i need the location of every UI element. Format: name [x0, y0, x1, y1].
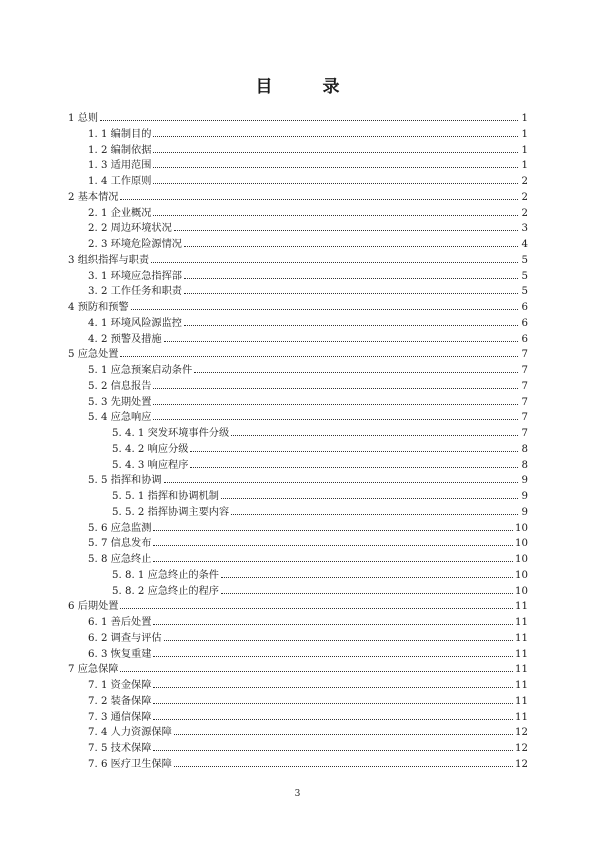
- toc-leader-dots: [153, 136, 518, 137]
- toc-entry[interactable]: [68, 300, 528, 316]
- toc-entry[interactable]: [68, 127, 528, 143]
- toc-entry[interactable]: [68, 725, 528, 741]
- toc-entry[interactable]: [68, 631, 528, 647]
- toc-entry[interactable]: [68, 253, 528, 269]
- toc-entry[interactable]: [68, 647, 528, 663]
- toc-entry-page-number: 11: [515, 601, 528, 613]
- toc-leader-dots: [120, 356, 518, 357]
- toc-entry-page-number: 11: [515, 632, 528, 644]
- toc-leader-dots: [164, 640, 513, 641]
- toc-entry-label: 1. 4 工作原则: [88, 176, 152, 187]
- toc-entry[interactable]: [68, 710, 528, 726]
- toc-entry-page-number: 2: [521, 207, 528, 219]
- toc-entry-label: 3 组织指挥与职责: [68, 254, 150, 266]
- page-title: 目 录: [255, 77, 362, 97]
- toc-entry-label: 5. 8 应急终止: [88, 554, 152, 565]
- toc-entry-label: 5. 4. 2 响应分级: [112, 443, 189, 455]
- toc-leader-dots: [153, 530, 513, 531]
- toc-entry[interactable]: [68, 410, 528, 426]
- toc-leader-dots: [174, 734, 513, 735]
- toc-entry[interactable]: [68, 615, 528, 631]
- toc-leader-dots: [184, 278, 518, 279]
- toc-entry-page-number: 12: [515, 727, 528, 739]
- toc-entry[interactable]: [68, 158, 528, 174]
- toc-entry-label: 5. 7 信息发布: [88, 538, 152, 550]
- toc-entry-page-number: 4: [521, 239, 528, 250]
- toc-entry-page-number: 2: [521, 191, 528, 203]
- toc-leader-dots: [190, 467, 518, 468]
- toc-entry[interactable]: [68, 552, 528, 568]
- toc-leader-dots: [153, 215, 518, 216]
- toc-entry-page-number: 7: [521, 380, 528, 392]
- toc-leader-dots: [164, 482, 518, 483]
- toc-entry-label: 7. 6 医疗卫生保障: [88, 758, 172, 770]
- toc-entry[interactable]: [68, 111, 528, 127]
- toc-leader-dots: [194, 372, 518, 373]
- toc-entry-label: 5. 4. 1 突发环境事件分级: [112, 428, 230, 439]
- toc-entry-page-number: 8: [521, 459, 528, 471]
- toc-entry-label: 4. 1 环境风险源监控: [88, 317, 182, 329]
- toc-leader-dots: [221, 577, 513, 578]
- toc-entry[interactable]: [68, 568, 528, 584]
- toc-entry[interactable]: [68, 221, 528, 237]
- toc-leader-dots: [153, 419, 518, 420]
- toc-leader-dots: [153, 719, 513, 720]
- toc-entry-label: 5. 5. 2 指挥协调主要内容: [112, 506, 230, 518]
- toc-leader-dots: [153, 703, 513, 704]
- toc-entry[interactable]: [68, 757, 528, 773]
- toc-leader-dots: [221, 498, 518, 499]
- toc-entry-label: 5. 4 应急响应: [88, 412, 152, 424]
- toc-entry-page-number: 10: [515, 569, 528, 581]
- toc-entry-label: 1. 3 适用范围: [88, 160, 152, 172]
- toc-leader-dots: [120, 671, 513, 672]
- toc-entry[interactable]: [68, 284, 528, 300]
- toc-entry[interactable]: [68, 536, 528, 552]
- toc-leader-dots: [153, 624, 513, 625]
- toc-entry-label: 2. 3 环境危险源情况: [88, 239, 182, 250]
- toc-entry[interactable]: [68, 426, 528, 442]
- toc-entry-label: 5. 4. 3 响应程序: [112, 459, 189, 471]
- toc-leader-dots: [231, 435, 518, 436]
- toc-entry-page-number: 6: [521, 333, 528, 345]
- toc-entry-page-number: 9: [521, 506, 528, 518]
- toc-leader-dots: [153, 404, 518, 405]
- toc-entry-label: 1. 1 编制目的: [88, 128, 152, 140]
- toc-entry-label: 5. 5 指挥和协调: [88, 475, 162, 487]
- toc-leader-dots: [184, 325, 518, 326]
- toc-entry[interactable]: [68, 694, 528, 710]
- toc-entry-label: 6. 1 善后处置: [88, 617, 152, 628]
- toc-entry-page-number: 6: [521, 302, 528, 313]
- toc-entry-page-number: 1: [521, 160, 528, 172]
- toc-entry-page-number: 12: [515, 743, 528, 754]
- toc-entry-page-number: 2: [521, 176, 528, 187]
- toc-entry[interactable]: [68, 379, 528, 395]
- toc-entry-page-number: 7: [521, 396, 528, 408]
- toc-entry-page-number: 3: [521, 223, 528, 235]
- toc-entry-label: 1 总则: [68, 113, 99, 124]
- toc-entry-label: 7 应急保障: [68, 664, 119, 676]
- toc-entry[interactable]: [68, 473, 528, 489]
- toc-leader-dots: [190, 451, 518, 452]
- toc-entry-label: 5. 5. 1 指挥和协调机制: [112, 491, 219, 502]
- toc-leader-dots: [153, 687, 513, 688]
- toc-entry[interactable]: [68, 599, 528, 615]
- toc-entry-page-number: 5: [521, 286, 528, 298]
- toc-entry[interactable]: [68, 505, 528, 521]
- toc-entry-page-number: 9: [521, 475, 528, 487]
- toc-leader-dots: [174, 230, 518, 231]
- toc-entry-label: 5. 8. 2 应急终止的程序: [112, 585, 219, 597]
- toc-leader-dots: [184, 246, 518, 247]
- toc-entry-page-number: 11: [515, 680, 528, 691]
- toc-entry-page-number: 5: [521, 270, 528, 282]
- toc-entry-page-number: 10: [515, 585, 528, 597]
- toc-entry-page-number: 5: [521, 254, 528, 266]
- toc-entry[interactable]: [68, 395, 528, 411]
- toc-leader-dots: [153, 561, 513, 562]
- toc-entry-label: 6. 3 恢复重建: [88, 648, 152, 660]
- toc-entry-label: 5. 6 应急监测: [88, 522, 152, 534]
- toc-entry-page-number: 7: [521, 365, 528, 376]
- toc-entry[interactable]: [68, 363, 528, 379]
- toc-entry-label: 5. 3 先期处置: [88, 396, 152, 408]
- toc-entry-label: 5 应急处置: [68, 349, 119, 361]
- toc-leader-dots: [120, 199, 518, 200]
- toc-entry-page-number: 7: [521, 428, 528, 439]
- toc-entry-label: 2. 1 企业概况: [88, 207, 152, 219]
- toc-leader-dots: [151, 262, 518, 263]
- toc-entry[interactable]: [68, 678, 528, 694]
- toc-entry-label: 7. 1 资金保障: [88, 680, 152, 691]
- toc-entry-page-number: 11: [515, 617, 528, 628]
- toc-leader-dots: [120, 608, 513, 609]
- toc-leader-dots: [184, 293, 518, 294]
- toc-entry[interactable]: [68, 489, 528, 505]
- toc-entry[interactable]: [68, 458, 528, 474]
- toc-entry[interactable]: [68, 741, 528, 757]
- toc-leader-dots: [174, 766, 513, 767]
- toc-entry-label: 7. 4 人力资源保障: [88, 727, 172, 739]
- toc-entry-label: 5. 2 信息报告: [88, 380, 152, 392]
- toc-entry-page-number: 1: [521, 128, 528, 140]
- table-of-contents: [68, 111, 528, 773]
- toc-entry[interactable]: [68, 332, 528, 348]
- toc-entry-label: 5. 8. 1 应急终止的条件: [112, 569, 219, 581]
- toc-entry[interactable]: [68, 521, 528, 537]
- toc-entry-label: 6. 2 调查与评估: [88, 632, 162, 644]
- toc-leader-dots: [153, 545, 513, 546]
- toc-entry[interactable]: [68, 442, 528, 458]
- toc-leader-dots: [164, 341, 518, 342]
- toc-entry-label: 7. 3 通信保障: [88, 711, 152, 723]
- toc-entry-page-number: 10: [515, 522, 528, 534]
- toc-leader-dots: [231, 514, 518, 515]
- toc-entry[interactable]: [68, 269, 528, 285]
- toc-entry-label: 7. 5 技术保障: [88, 743, 152, 754]
- toc-entry-page-number: 7: [521, 349, 528, 361]
- toc-entry-page-number: 6: [521, 317, 528, 329]
- toc-leader-dots: [131, 309, 518, 310]
- toc-entry[interactable]: [68, 237, 528, 253]
- toc-entry-page-number: 9: [521, 491, 528, 502]
- toc-leader-dots: [153, 167, 518, 168]
- toc-entry-page-number: 11: [515, 648, 528, 660]
- toc-entry-page-number: 10: [515, 554, 528, 565]
- toc-entry-label: 2. 2 周边环境状况: [88, 223, 172, 235]
- toc-entry-label: 1. 2 编制依据: [88, 144, 152, 156]
- toc-entry-page-number: 11: [515, 695, 528, 707]
- toc-entry-page-number: 12: [515, 758, 528, 770]
- toc-entry-page-number: 11: [515, 664, 528, 676]
- toc-entry[interactable]: [68, 206, 528, 222]
- toc-entry-label: 5. 1 应急预案启动条件: [88, 365, 193, 376]
- toc-leader-dots: [153, 152, 518, 153]
- toc-entry[interactable]: [68, 316, 528, 332]
- toc-entry[interactable]: [68, 190, 528, 206]
- toc-entry[interactable]: [68, 143, 528, 159]
- toc-leader-dots: [100, 120, 518, 121]
- toc-entry-label: 7. 2 装备保障: [88, 695, 152, 707]
- toc-leader-dots: [153, 388, 518, 389]
- toc-entry-label: 2 基本情况: [68, 191, 119, 203]
- toc-entry[interactable]: [68, 174, 528, 190]
- toc-entry-page-number: 10: [515, 538, 528, 550]
- toc-entry-page-number: 1: [521, 144, 528, 156]
- toc-entry[interactable]: [68, 584, 528, 600]
- toc-entry-page-number: 1: [521, 113, 528, 124]
- toc-entry-label: 3. 2 工作任务和职责: [88, 286, 182, 298]
- toc-entry[interactable]: [68, 662, 528, 678]
- page-number: 3: [294, 789, 301, 799]
- toc-entry-label: 4. 2 预警及措施: [88, 333, 162, 345]
- toc-leader-dots: [153, 183, 518, 184]
- toc-entry-page-number: 7: [521, 412, 528, 424]
- toc-entry-label: 6 后期处置: [68, 601, 119, 613]
- toc-entry-label: 3. 1 环境应急指挥部: [88, 270, 182, 282]
- toc-leader-dots: [153, 750, 513, 751]
- toc-entry-page-number: 11: [515, 711, 528, 723]
- toc-entry-label: 4 预防和预警: [68, 302, 129, 313]
- toc-entry-page-number: 8: [521, 443, 528, 455]
- toc-entry[interactable]: [68, 347, 528, 363]
- toc-leader-dots: [221, 593, 513, 594]
- toc-leader-dots: [153, 656, 513, 657]
